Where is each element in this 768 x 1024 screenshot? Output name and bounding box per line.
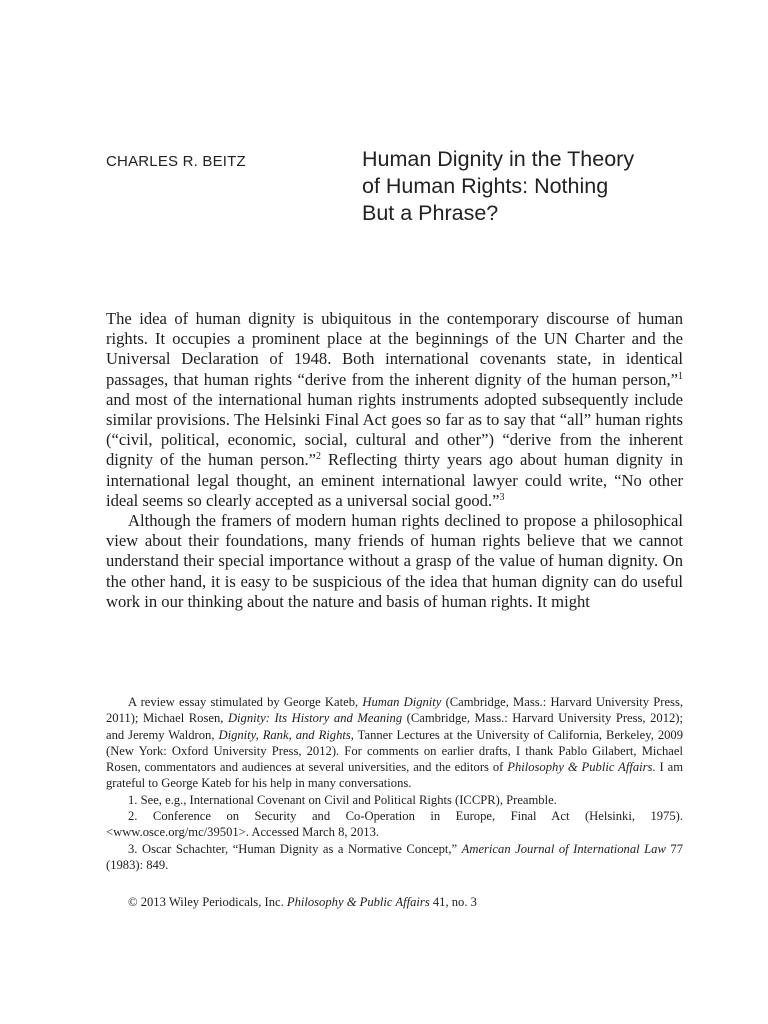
paragraph-1 [106,309,683,511]
title-line-2: of Human Rights: Nothing [362,174,609,198]
paragraph-1-text-c: Reflecting thirty years ago about human dignity in international legal thought, an eminent international lawyer could write, “No other ideal seems so clearly accepted as a universal social good.” [106,450,683,510]
footnote-ref-2[interactable]: 2 [316,451,322,463]
footnote-review-text-a: A review essay stimulated by George Kateb, [128,695,363,709]
copyright-prefix: © 2013 Wiley Periodicals, Inc. [128,895,287,909]
footnote-review-book-2: Dignity: Its History and Meaning [227,711,403,726]
title-line-1: Human Dignity in the Theory [362,147,635,171]
footnote-review-text-i: . I am grateful to George Kateb for his help in many conversations. [106,760,683,791]
footnote-review [106,694,683,792]
author-name: CHARLES R. BEITZ [106,153,246,170]
footnote-review-text-e: (Cambridge, Mass.: Harvard University Press, 2012); and Jeremy Waldron, [106,711,683,742]
footnote-review-text-c: (Cambridge, Mass.: Harvard University Press, 2011); Michael Rosen, [106,695,683,726]
footnote-3 [106,841,683,874]
title-line-3: But a Phrase? [362,201,499,225]
paragraph-1-text-a: The idea of human dignity is ubiquitous in the contemporary discourse of human rights. It occupies a prominent place at the beginnings of the UN Charter and the Universal Declaration of 1948. Both international covenants state, in identical passages, that human rights “derive from the inherent dignity of the human person,” [106,309,683,389]
footnote-ref-1[interactable]: 1 [678,370,683,382]
copyright-line [128,894,477,910]
copyright-journal: Philosophy & Public Affairs [286,895,430,909]
footnote-review-book-1: Human Dignity [362,695,442,709]
footnotes [106,694,683,873]
footnote-review-book-3: Dignity, Rank, and Rights [218,727,351,742]
footnote-3-text-a: 3. Oscar Schachter, “Human Dignity as a Normative Concept,” [128,841,462,856]
footnote-3-journal: American Journal of International Law [461,841,666,856]
footnote-2: 2. Conference on Security and Co-Operation in Europe, Final Act (Helsinki, 1975). <www.osce.org/mc/39501>. Accessed March 8, 2013. [106,809,683,840]
footnote-ref-3[interactable]: 3 [499,491,505,503]
footnote-3-text-c: 77 (1983): 849. [106,841,683,872]
footnote-review-journal: Philosophy & Public Affairs [507,760,653,775]
paragraph-1-text-b: and most of the international human rights instruments adopted subsequently include similar provisions. The Helsinki Final Act goes so far as to say that “all” human rights (“civil, political, economic, social, cultural and other”) “derive from the inherent dignity of the human person.” [106,389,683,470]
article-body [106,309,683,612]
footnote-1: 1. See, e.g., International Covenant on Civil and Political Rights (ICCPR), Preamble. [128,792,557,807]
copyright-issue: 41, no. 3 [429,895,477,909]
footnote-review-text-g: , Tanner Lectures at the University of California, Berkeley, 2009 (New York: Oxford University Press, 2012). For comments on earlier drafts, I thank Pablo Gilabert, Michael Rosen, commentators and audiences at several universities, and the editors of [106,727,684,775]
paragraph-2: Although the framers of modern human rights declined to propose a philosophical view about their foundations, many friends of human rights believe that we cannot understand their special importance without a grasp of the value of human dignity. On the other hand, it is easy to be suspicious of the idea that human dignity can do useful work in our thinking about the nature and basis of human rights. It might [106,511,683,611]
article-title [362,146,692,227]
